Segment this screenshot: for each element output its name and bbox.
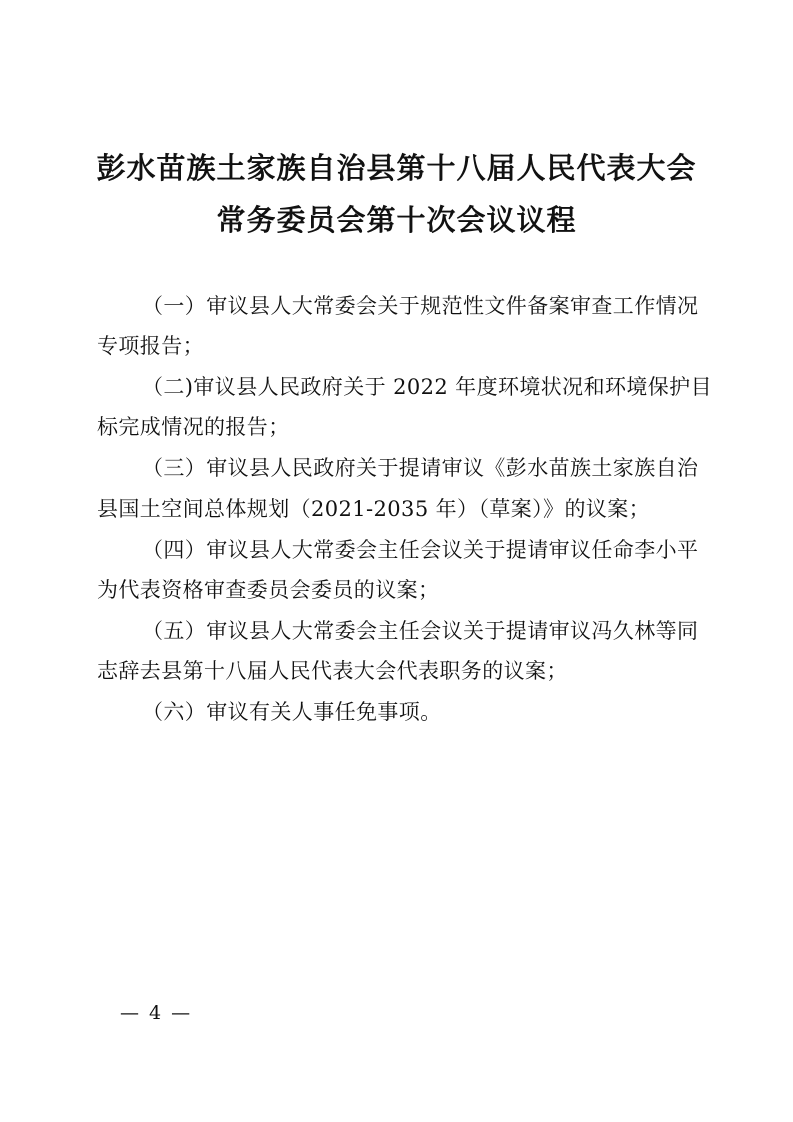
document-title-line-2: 常务委员会第十次会议议程 (216, 203, 577, 237)
agenda-item-3-line-1: （三）审议县人民政府关于提请审议《彭水苗族土家族自治 (142, 456, 699, 480)
agenda-item-4-line-1: （四）审议县人大常委会主任会议关于提请审议任命李小平 (142, 538, 699, 562)
agenda-item-2-line-2: 标完成情况的报告； (97, 415, 290, 439)
agenda-item-3-line-2: 县国土空间总体规划（2021-2035 年）（草案）》的议案； (97, 497, 651, 521)
agenda-item-5-line-1: （五）审议县人大常委会主任会议关于提请审议冯久林等同 (142, 619, 699, 643)
agenda-item-6-line-1: （六）审议有关人事任免事项。 (142, 700, 442, 724)
document-title-line-1: 彭水苗族土家族自治县第十八届人民代表大会 (96, 151, 697, 185)
page-number: — 4 — (120, 1002, 193, 1024)
agenda-item-4-line-2: 为代表资格审查委员会委员的议案； (97, 578, 440, 602)
agenda-item-1-line-2: 专项报告； (97, 334, 204, 358)
agenda-item-5-line-2: 志辞去县第十八届人民代表大会代表职务的议案； (97, 659, 568, 683)
agenda-item-1-line-1: （一）审议县人大常委会关于规范性文件备案审查工作情况 (142, 294, 699, 318)
agenda-item-2-line-1: （二)审议县人民政府关于 2022 年度环境状况和环境保护目 (142, 375, 712, 399)
